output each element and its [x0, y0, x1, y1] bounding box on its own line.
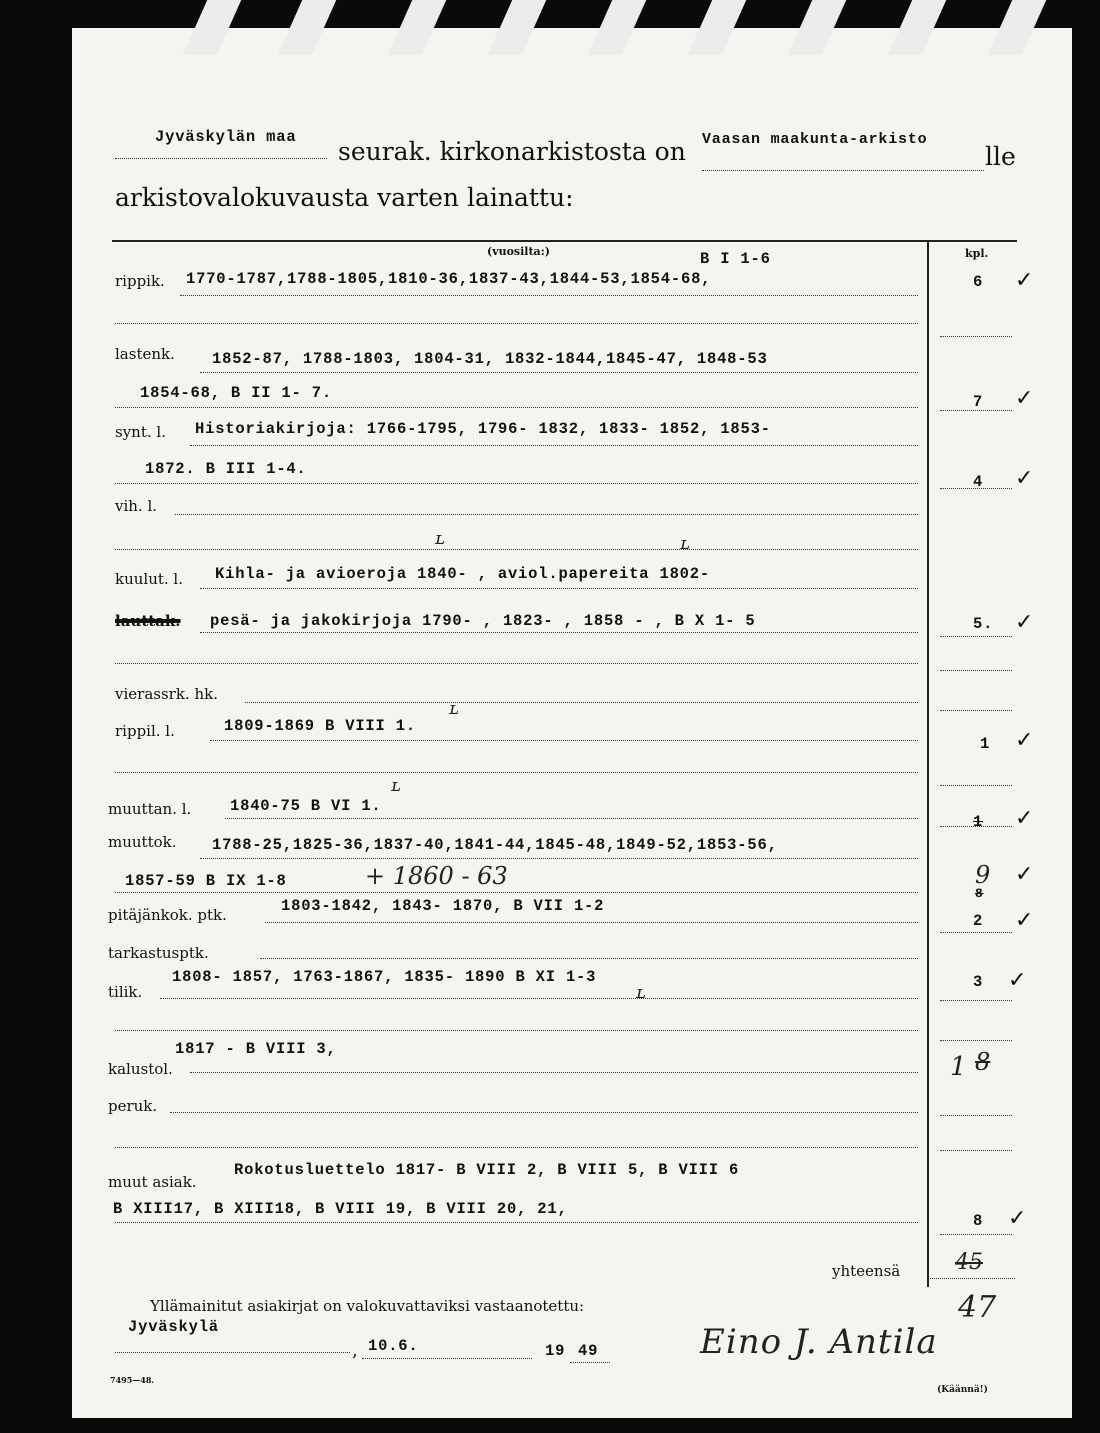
- form-number: 7495—48.: [110, 1375, 155, 1385]
- label-peruk: peruk.: [108, 1097, 158, 1115]
- header-suffix: lle: [985, 142, 1016, 171]
- check-mark-icon: ✓: [1008, 968, 1027, 993]
- label-rippil: rippil. l.: [115, 722, 175, 740]
- lastenk-count: 7: [973, 393, 984, 411]
- recipient-archive: Vaasan maakunta-arkisto: [702, 131, 928, 148]
- label-kalustol: kalustol.: [108, 1060, 173, 1078]
- pesa-content: pesä- ja jakokirjoja 1790- , 1823- , 1858 - , B X 1- 5: [210, 612, 756, 630]
- label-tarkastusptk: tarkastusptk.: [108, 944, 209, 962]
- hand-tick-mark: ʟ: [391, 775, 401, 796]
- kalustol-content: 1817 - B VIII 3,: [175, 1040, 337, 1058]
- tilik-content: 1808- 1857, 1763-1867, 1835- 1890 B XI 1-3: [172, 968, 597, 986]
- label-muuttok: muuttok.: [108, 833, 177, 851]
- header-phrase-1: seurak. kirkonarkistosta on: [338, 137, 686, 166]
- label-vierassrk: vierassrk. hk.: [115, 685, 218, 703]
- check-mark-icon: ✓: [1008, 1206, 1027, 1231]
- kalustol-count: 1: [950, 1052, 967, 1082]
- muut-content-1: Rokotusluettelo 1817- B VIII 2, B VIII 5, B VIII 6: [234, 1161, 740, 1179]
- synt-count: 4: [973, 473, 984, 491]
- tilik-count: 3: [973, 973, 984, 991]
- synt-years-2: 1872. B III 1-4.: [145, 460, 307, 478]
- hand-tick-mark: ʟ: [636, 982, 646, 1003]
- total-struck: 45: [955, 1250, 983, 1275]
- received-statement: Yllämainitut asiakirjat on valokuvattaviksi vastaanotettu:: [150, 1297, 585, 1315]
- count-column-rule: [927, 242, 929, 1287]
- label-lastenk: lastenk.: [115, 345, 175, 363]
- muuttan-content: 1840-75 B VI 1.: [230, 797, 382, 815]
- total-label: yhteensä: [832, 1262, 901, 1280]
- kuulut-content: Kihla- ja avioeroja 1840- , aviol.papereita 1802-: [215, 565, 710, 583]
- label-muut-asiak: muut asiak.: [108, 1173, 197, 1191]
- turn-over-note: (Käännä!): [937, 1385, 988, 1395]
- rippik-count: 6: [973, 273, 984, 291]
- rippil-count: 1: [980, 735, 991, 753]
- label-muuttan: muuttan. l.: [108, 800, 192, 818]
- synt-years-1: Historiakirjoja: 1766-1795, 1796- 1832, 1833- 1852, 1853-: [195, 420, 771, 438]
- signature: Eino J. Antila: [700, 1322, 938, 1362]
- check-mark-icon: ✓: [1015, 908, 1034, 933]
- parish-name: Jyväskylän maa: [155, 128, 297, 146]
- pesa-count: 5.: [973, 615, 994, 633]
- muut-count: 8: [973, 1212, 984, 1230]
- header-phrase-2: arkistovalokuvausta varten lainattu:: [115, 183, 574, 212]
- hand-tick-mark: ʟ: [435, 528, 445, 549]
- pitajankok-content: 1803-1842, 1843- 1870, B VII 1-2: [281, 897, 605, 915]
- label-rippik: rippik.: [115, 272, 165, 290]
- total-value: 47: [958, 1290, 997, 1325]
- label-vih: vih. l.: [115, 497, 158, 515]
- date: 10.6.: [368, 1337, 419, 1355]
- muut-content-2: B XIII17, B XIII18, B VIII 19, B VIII 20, 21,: [113, 1200, 568, 1218]
- check-mark-icon: ✓: [1015, 466, 1034, 491]
- years-column-header: (vuosilta:): [487, 245, 550, 258]
- check-mark-icon: ✓: [1015, 806, 1034, 831]
- check-mark-icon: ✓: [1015, 386, 1034, 411]
- torn-edge: [100, 0, 1100, 60]
- count-column-header: kpl.: [965, 247, 989, 260]
- label-synt: synt. l.: [115, 423, 166, 441]
- handwritten-addition: + 1860 - 63: [365, 862, 508, 890]
- muuttok-years-2: 1857-59 B IX 1-8: [125, 872, 287, 890]
- muuttok-count: 9: [975, 861, 991, 889]
- label-pitajankok: pitäjänkok. ptk.: [108, 906, 227, 924]
- label-kuulut: kuulut. l.: [115, 570, 183, 588]
- check-mark-icon: ✓: [1015, 610, 1034, 635]
- rippik-years: 1770-1787,1788-1805,1810-36,1837-43,1844-53,1854-68,: [186, 270, 712, 288]
- year: 49: [578, 1342, 599, 1360]
- check-mark-icon: ✓: [1015, 268, 1034, 293]
- muuttok-count-struck: 8: [975, 886, 984, 901]
- kalustol-count-struck: 8: [975, 1048, 991, 1076]
- check-mark-icon: ✓: [1015, 862, 1034, 887]
- label-struck: lauttak.: [115, 612, 181, 630]
- place: Jyväskylä: [128, 1318, 219, 1336]
- lastenk-years-1: 1852-87, 1788-1803, 1804-31, 1832-1844,1845-47, 1848-53: [212, 350, 768, 368]
- rippik-code: B I 1-6: [700, 250, 771, 268]
- muuttan-count: 1: [973, 813, 984, 831]
- hand-tick-mark: ʟ: [680, 533, 690, 554]
- label-tilik: tilik.: [108, 983, 143, 1001]
- check-mark-icon: ✓: [1015, 728, 1034, 753]
- table-top-rule: [112, 240, 1017, 242]
- pitajankok-count: 2: [973, 912, 984, 930]
- rippil-content: 1809-1869 B VIII 1.: [224, 717, 416, 735]
- century: 19: [545, 1342, 566, 1360]
- muuttok-years-1: 1788-25,1825-36,1837-40,1841-44,1845-48,1849-52,1853-56,: [212, 836, 778, 854]
- lastenk-years-2: 1854-68, B II 1- 7.: [140, 384, 332, 402]
- hand-tick-mark: ʟ: [449, 698, 459, 719]
